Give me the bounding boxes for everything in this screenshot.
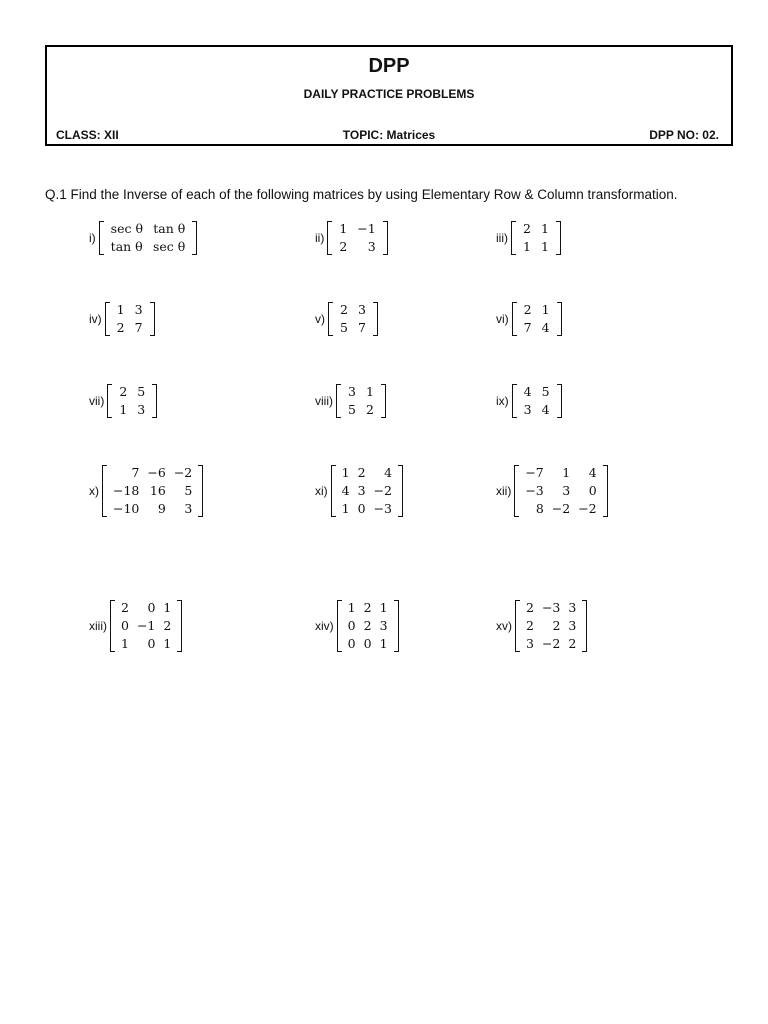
matrix-cell: 0 <box>121 618 129 633</box>
matrix-cell: 3 <box>568 600 577 615</box>
matrix-cell: −7 <box>525 465 544 480</box>
question-text: Q.1 Find the Inverse of each of the following matrices by using Elementary Row & Column transformation. <box>45 187 678 202</box>
problem-item <box>89 301 155 337</box>
class-label: CLASS: XII <box>56 128 119 142</box>
problem-label: x) <box>89 484 99 498</box>
matrix-cell: 1 <box>339 221 348 236</box>
matrix-cell: 3 <box>134 302 143 317</box>
matrix-cell: 2 <box>526 600 534 615</box>
problem-item <box>315 301 378 337</box>
matrix-cell: sec θ <box>152 239 186 254</box>
matrix-cell: 2 <box>163 618 172 633</box>
matrix-cell: −3 <box>373 501 393 516</box>
matrix <box>331 464 403 518</box>
matrix-cell: 2 <box>119 384 128 399</box>
problem-label: xi) <box>315 484 328 498</box>
problem-item <box>496 599 587 653</box>
problem-item <box>496 220 561 256</box>
matrix <box>515 599 587 653</box>
problem-label: xii) <box>496 484 512 498</box>
problem-item <box>89 220 197 256</box>
matrix-cell: 2 <box>357 465 366 480</box>
matrix-cell: 2 <box>523 302 532 317</box>
matrix-cell: 0 <box>347 618 356 633</box>
matrix-cell: 0 <box>147 636 156 651</box>
matrix-cell: 1 <box>121 636 129 651</box>
problem-item <box>315 220 388 256</box>
matrix-cell: 1 <box>540 221 549 236</box>
matrix-cell: −1 <box>357 221 376 236</box>
matrix <box>512 301 562 337</box>
problem-item <box>89 464 203 518</box>
problem-label: xiv) <box>315 619 334 633</box>
matrix <box>328 301 378 337</box>
matrix-cell: 1 <box>119 402 128 417</box>
matrix <box>99 220 198 256</box>
matrix-cell: 0 <box>588 483 597 498</box>
matrix-cell: 1 <box>341 501 350 516</box>
matrix-cell: 1 <box>562 465 571 480</box>
matrix-cell: 1 <box>347 600 356 615</box>
matrix-cell: 1 <box>540 239 549 254</box>
matrix-cell: 2 <box>340 302 348 317</box>
matrix-cell: 7 <box>131 465 140 480</box>
matrix-cell: −2 <box>578 501 597 516</box>
matrix-cell: 3 <box>357 302 366 317</box>
matrix-cell: −6 <box>147 465 166 480</box>
matrix-cell: 8 <box>535 501 544 516</box>
matrix-cell: −2 <box>541 636 561 651</box>
problem-item <box>315 383 386 419</box>
problem-label: iv) <box>89 312 102 326</box>
matrix-cell: 3 <box>357 483 366 498</box>
matrix <box>511 220 561 256</box>
dpp-number-label: DPP NO: 02. <box>649 128 719 142</box>
matrix <box>110 599 182 653</box>
matrix-cell: 5 <box>348 402 356 417</box>
matrix-cell: 2 <box>552 618 561 633</box>
matrix-cell: tan θ <box>110 239 143 254</box>
matrix-cell: 9 <box>157 501 166 516</box>
page-subtitle: DAILY PRACTICE PROBLEMS <box>303 87 475 101</box>
matrix-cell: −3 <box>525 483 544 498</box>
matrix-cell: 0 <box>347 636 356 651</box>
matrix-cell: 1 <box>379 600 388 615</box>
matrix-cell: 3 <box>367 239 376 254</box>
matrix-cell: 5 <box>184 483 193 498</box>
matrix <box>107 383 157 419</box>
problem-label: vi) <box>496 312 509 326</box>
matrix-cell: 1 <box>379 636 388 651</box>
problem-item <box>89 599 182 653</box>
matrix-cell: 2 <box>526 618 534 633</box>
problem-label: xiii) <box>89 619 107 633</box>
matrix-cell: 5 <box>541 384 550 399</box>
matrix-cell: 1 <box>163 600 172 615</box>
matrix-cell: 0 <box>357 501 366 516</box>
matrix-cell: 7 <box>523 320 532 335</box>
matrix-cell: 4 <box>384 465 393 480</box>
matrix-cell: 2 <box>523 221 531 236</box>
matrix-cell: 2 <box>568 636 577 651</box>
problem-label: v) <box>315 312 325 326</box>
matrix-cell: 4 <box>541 320 550 335</box>
matrix <box>336 383 386 419</box>
matrix <box>327 220 387 256</box>
matrix-cell: −1 <box>136 618 156 633</box>
matrix-cell: 3 <box>184 501 193 516</box>
matrix-cell: 3 <box>526 636 534 651</box>
matrix-cell: sec θ <box>110 221 143 236</box>
matrix <box>512 383 562 419</box>
problem-item <box>496 301 562 337</box>
matrix-cell: −2 <box>373 483 393 498</box>
matrix-cell: 3 <box>568 618 577 633</box>
matrix-cell: 4 <box>523 384 532 399</box>
problem-label: iii) <box>496 231 508 245</box>
matrix-cell: 2 <box>365 402 374 417</box>
matrix-cell: −3 <box>541 600 561 615</box>
matrix-cell: −18 <box>113 483 140 498</box>
problem-item <box>315 599 399 653</box>
matrix-cell: 5 <box>137 384 146 399</box>
problem-label: xv) <box>496 619 512 633</box>
matrix-cell: 3 <box>562 483 571 498</box>
matrix-cell: 1 <box>116 302 125 317</box>
matrix-cell: 1 <box>163 636 172 651</box>
problem-label: ii) <box>315 231 325 245</box>
problem-item <box>89 383 157 419</box>
matrix-cell: 2 <box>116 320 125 335</box>
matrix-cell: 7 <box>134 320 143 335</box>
matrix-cell: 7 <box>357 320 366 335</box>
matrix-cell: 5 <box>340 320 348 335</box>
matrix-cell: 1 <box>341 465 350 480</box>
problem-label: ix) <box>496 394 509 408</box>
header-box <box>45 45 733 146</box>
matrix-cell: 16 <box>149 483 166 498</box>
problem-label: viii) <box>315 394 333 408</box>
matrix-cell: 4 <box>541 402 550 417</box>
matrix-cell: 3 <box>379 618 388 633</box>
matrix <box>105 301 155 337</box>
matrix-cell: 3 <box>137 402 146 417</box>
matrix-cell: 3 <box>348 384 356 399</box>
page-title: DPP <box>368 55 410 77</box>
matrix-cell: 4 <box>588 465 597 480</box>
problem-label: i) <box>89 231 96 245</box>
matrix-cell: 2 <box>121 600 129 615</box>
matrix <box>337 599 399 653</box>
matrix <box>102 464 203 518</box>
matrix-cell: 4 <box>341 483 350 498</box>
matrix-cell: 2 <box>339 239 348 254</box>
matrix-cell: −2 <box>173 465 193 480</box>
matrix <box>514 464 607 518</box>
matrix-cell: −10 <box>113 501 140 516</box>
topic-label: TOPIC: Matrices <box>342 128 436 142</box>
matrix-cell: 3 <box>523 402 532 417</box>
matrix-cell: 0 <box>363 636 372 651</box>
problem-item <box>496 464 608 518</box>
matrix-cell: 1 <box>541 302 550 317</box>
matrix-cell: 2 <box>363 618 372 633</box>
matrix-cell: 1 <box>523 239 531 254</box>
matrix-cell: 0 <box>147 600 156 615</box>
problem-item <box>496 383 562 419</box>
matrix-cell: tan θ <box>153 221 186 236</box>
matrix-cell: −2 <box>551 501 571 516</box>
problem-label: vii) <box>89 394 105 408</box>
problem-item <box>315 464 403 518</box>
matrix-cell: 1 <box>365 384 374 399</box>
matrix-cell: 2 <box>363 600 372 615</box>
